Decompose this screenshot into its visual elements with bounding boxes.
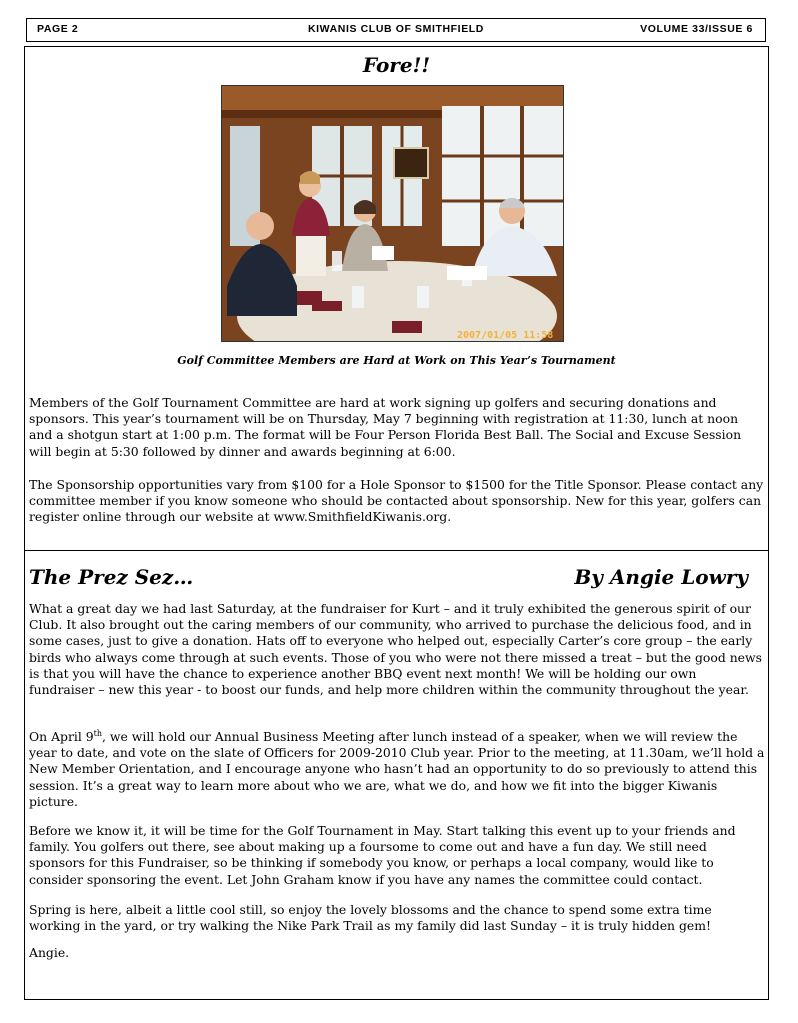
newsletter-title: KIWANIS CLUB OF SMITHFIELD	[307, 23, 484, 35]
prez-sez-byline: By Angie Lowry	[574, 565, 748, 589]
volume-issue: VOLUME 33/ISSUE 6	[640, 23, 753, 35]
prez-sez-article	[24, 550, 769, 1000]
prez-sez-title: The Prez Sez…	[29, 565, 194, 589]
prez-signoff: Angie.	[29, 945, 70, 960]
photo-date-stamp: 2007/01/05 11:58	[457, 330, 554, 341]
page-header	[26, 18, 766, 42]
golf-committee-photo	[221, 85, 564, 342]
golf-article-title: Fore!!	[362, 53, 431, 77]
golf-paragraph-sponsorship: The Sponsorship opportunities vary from $100 for a Hole Sponsor to $1500 for the Title Sponsor. Please contact any committee member if you know someone who should be contacted about sponsorship. New for this year, golfers can register online through our website at www.SmithfieldKiwanis.org.	[29, 477, 764, 525]
golf-article	[24, 46, 769, 551]
prez-paragraph-meeting: On April 9th, we will hold our Annual Business Meeting after lunch instead of a speaker, when we will review the year to date, and vote on the slate of Officers for 2009-2010 Club year. Prior to the meeting, at 11.30am, we’ll hold a New Member Orientation, and I encourage anyone who hasn’t had an opportunity to do so previously to attend this session. It’s a great way to learn more about who we are, what we do, and how we fit into the bigger Kiwanis picture.	[29, 728, 765, 809]
prez-paragraph-spring: Spring is here, albeit a little cool still, so enjoy the lovely blossoms and the chance to spend some extra time working in the yard, or try walking the Nike Park Trail as my family did last Sunday – it is truly hidden gem!	[29, 902, 712, 934]
golf-paragraph-schedule: Members of the Golf Tournament Committee are hard at work signing up golfers and securing donations and sponsors. This year’s tournament will be on Thursday, May 7 beginning with registration at 11:30, lunch at noon and a shotgun start at 1:00 p.m. The format will be Four Person Florida Best Ball. The Social and Excuse Session will begin at 5:30 followed by dinner and awards beginning at 6:00.	[29, 395, 742, 459]
photo-caption: Golf Committee Members are Hard at Work on This Year’s Tournament	[177, 354, 616, 367]
prez-paragraph-golf: Before we know it, it will be time for the Golf Tournament in May. Start talking this event up to your friends and family. You golfers out there, see about making up a foursome to come out and have a fun day. We still need sponsors for this Fundraiser, so be thinking if somebody you know, or perhaps a local company, would like to consider sponsoring the event. Let John Graham know if you have any names the committee could contact.	[29, 823, 736, 887]
prez-paragraph-fundraiser: What a great day we had last Saturday, at the fundraiser for Kurt – and it truly exhibited the generous spirit of our Club. It also brought out the caring members of our community, who arrived to purchase the delicious food, and in some cases, just to give a donation. Hats off to everyone who helped out, especially Carter’s core group – the early birds who always come through at such events. Those of you who were not there missed a treat – but the good news is that you will have the chance to experience another BBQ event next month! We will be holding our own fundraiser – new this year - to boost our funds, and help more children within the community throughout the year.	[29, 601, 762, 698]
page-number: PAGE 2	[37, 23, 79, 35]
